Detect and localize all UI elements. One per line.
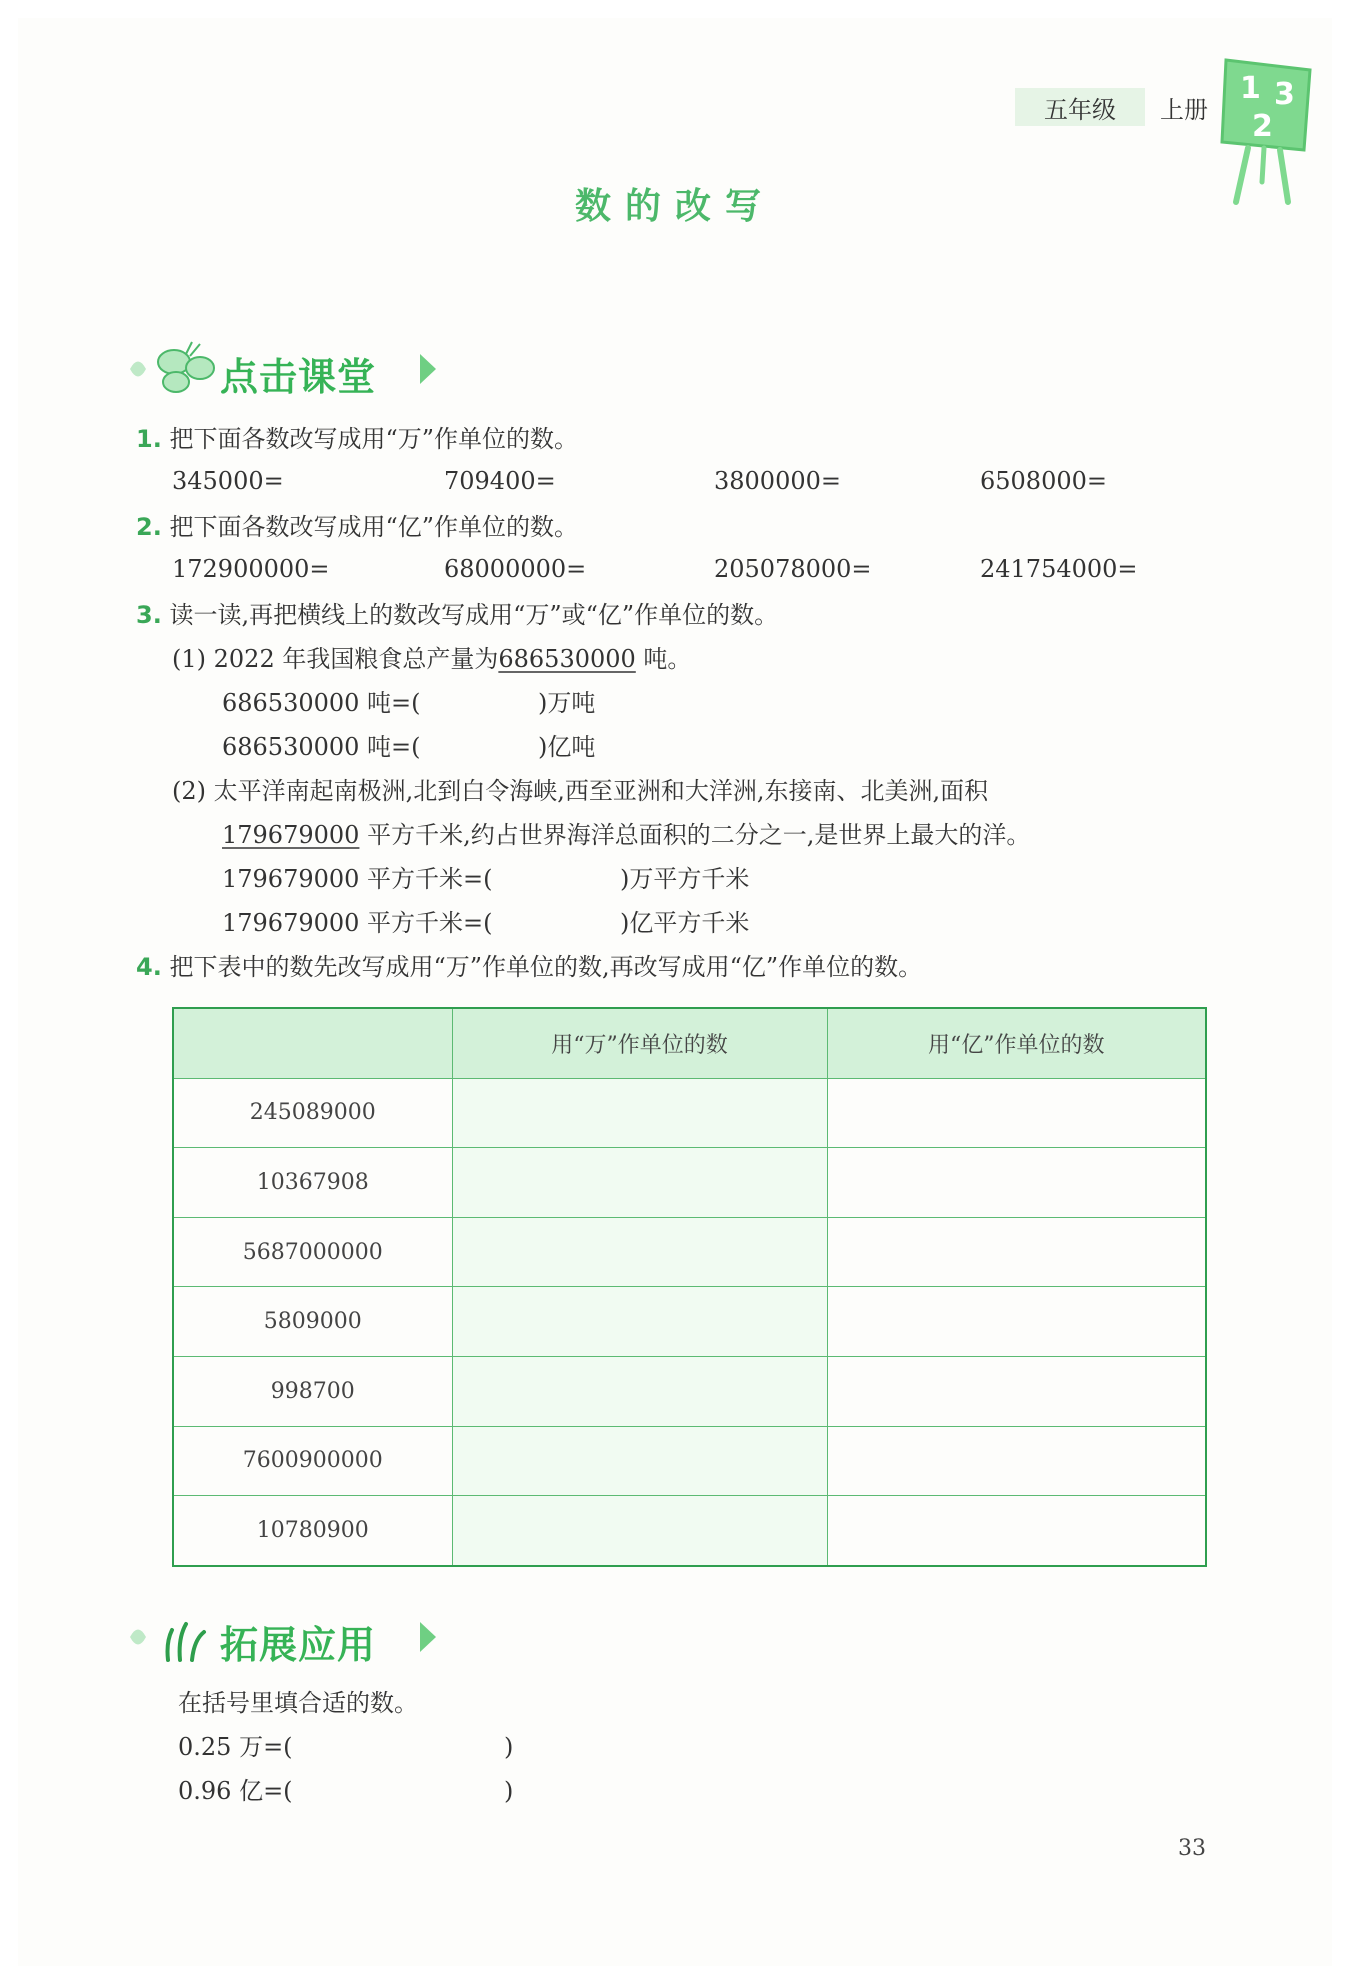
answer-cell (827, 1426, 1206, 1496)
question-number: 2. (136, 513, 162, 541)
question-text: 把下面各数改写成用“亿”作单位的数。 (169, 513, 579, 541)
page-number: 33 (1178, 1836, 1206, 1861)
question-4 (136, 952, 922, 982)
sub-text: 平方千米,约占世界海洋总面积的二分之一,是世界上最大的洋。 (359, 821, 1031, 849)
sub-text: 吨。 (635, 645, 692, 673)
answer-line: 0.96 亿=( (178, 1777, 293, 1805)
board-digit: 2 (1252, 109, 1273, 144)
answer-line: 686530000 吨=( (222, 689, 421, 717)
answer-line-end: )万平方千米 (620, 865, 750, 893)
table-header: 用“万”作单位的数 (452, 1008, 827, 1078)
answer-cell (452, 1217, 827, 1287)
table-cell-number: 998700 (173, 1357, 452, 1427)
conversion-table (172, 1007, 1207, 1567)
answer-line: 0.25 万=( (178, 1733, 293, 1761)
question-2 (136, 512, 578, 542)
answer-cell (452, 1426, 827, 1496)
table-cell-number: 10780900 (173, 1496, 452, 1566)
page (18, 18, 1332, 1966)
section-title: 拓展应用 (220, 1623, 377, 1667)
answer-item: 709400= (444, 467, 556, 495)
extension-text: 在括号里填合适的数。 (178, 1689, 418, 1717)
answer-cell (452, 1078, 827, 1148)
question-text: 把下面各数改写成用“万”作单位的数。 (169, 425, 579, 453)
table-cell-number: 7600900000 (173, 1426, 452, 1496)
table-header-row (173, 1008, 1206, 1078)
answer-cell (827, 1148, 1206, 1218)
answer-item: 241754000= (980, 555, 1138, 583)
question-3 (136, 600, 778, 630)
sub-question-1 (172, 644, 691, 674)
question-number: 1. (136, 425, 162, 453)
table-row (173, 1148, 1206, 1218)
question-number: 3. (136, 601, 162, 629)
table-row (173, 1496, 1206, 1566)
answer-item: 68000000= (444, 555, 587, 583)
underlined-number: 179679000 (222, 821, 360, 849)
board-digit: 1 (1240, 71, 1261, 106)
table-row (173, 1357, 1206, 1427)
answer-cell (827, 1217, 1206, 1287)
answer-cell (452, 1357, 827, 1427)
answer-line: 179679000 平方千米=( (222, 865, 493, 893)
table-header (173, 1008, 452, 1078)
table-row (173, 1426, 1206, 1496)
table-header: 用“亿”作单位的数 (827, 1008, 1206, 1078)
question-text: 读一读,再把横线上的数改写成用“万”或“亿”作单位的数。 (169, 601, 779, 629)
sub-text: 太平洋南起南极洲,北到白令海峡,西至亚洲和大洋洲,东接南、北美洲,面积 (213, 777, 989, 805)
answer-cell (827, 1496, 1206, 1566)
section-title: 点击课堂 (220, 355, 377, 399)
answer-line-end: )万吨 (538, 689, 596, 717)
answer-cell (827, 1357, 1206, 1427)
sub-label: (1) (172, 645, 206, 673)
answer-cell (827, 1078, 1206, 1148)
table-row (173, 1217, 1206, 1287)
answer-item: 172900000= (172, 555, 330, 583)
table-cell-number: 5687000000 (173, 1217, 452, 1287)
grass-icon (168, 1624, 205, 1660)
table-row (173, 1287, 1206, 1357)
volume-label: 上册 (1160, 95, 1208, 124)
answer-line: 686530000 吨=( (222, 733, 421, 761)
answer-line-end: )亿吨 (538, 733, 596, 761)
question-number: 4. (136, 953, 162, 981)
answer-line-end: ) (504, 1777, 514, 1805)
sub-question-2-cont (222, 820, 1030, 850)
page-title: 数的改写 (574, 186, 775, 227)
underlined-number: 686530000 (498, 645, 636, 673)
answer-line-end: ) (504, 1733, 514, 1761)
question-1 (136, 424, 578, 454)
question-text: 把下表中的数先改写成用“万”作单位的数,再改写成用“亿”作单位的数。 (169, 953, 923, 981)
table-cell-number: 5809000 (173, 1287, 452, 1357)
butterfly-icon (158, 342, 214, 392)
answer-line: 179679000 平方千米=( (222, 909, 493, 937)
answer-cell (452, 1287, 827, 1357)
answer-cell (452, 1496, 827, 1566)
sub-label: (2) (172, 777, 206, 805)
answer-item: 3800000= (714, 467, 841, 495)
section-banner-classroom (120, 334, 440, 404)
sub-question-2 (172, 776, 988, 806)
answer-line-end: )亿平方千米 (620, 909, 750, 937)
grade-label: 五年级 (1015, 88, 1145, 126)
sub-text: 2022 年我国粮食总产量为 (213, 645, 499, 673)
answer-cell (827, 1287, 1206, 1357)
table-cell-number: 245089000 (173, 1078, 452, 1148)
answer-item: 345000= (172, 467, 284, 495)
answer-item: 6508000= (980, 467, 1107, 495)
table-cell-number: 10367908 (173, 1148, 452, 1218)
table-row (173, 1078, 1206, 1148)
board-digit: 3 (1274, 77, 1295, 112)
answer-cell (452, 1148, 827, 1218)
section-banner-extension (120, 1602, 440, 1672)
answer-item: 205078000= (714, 555, 872, 583)
